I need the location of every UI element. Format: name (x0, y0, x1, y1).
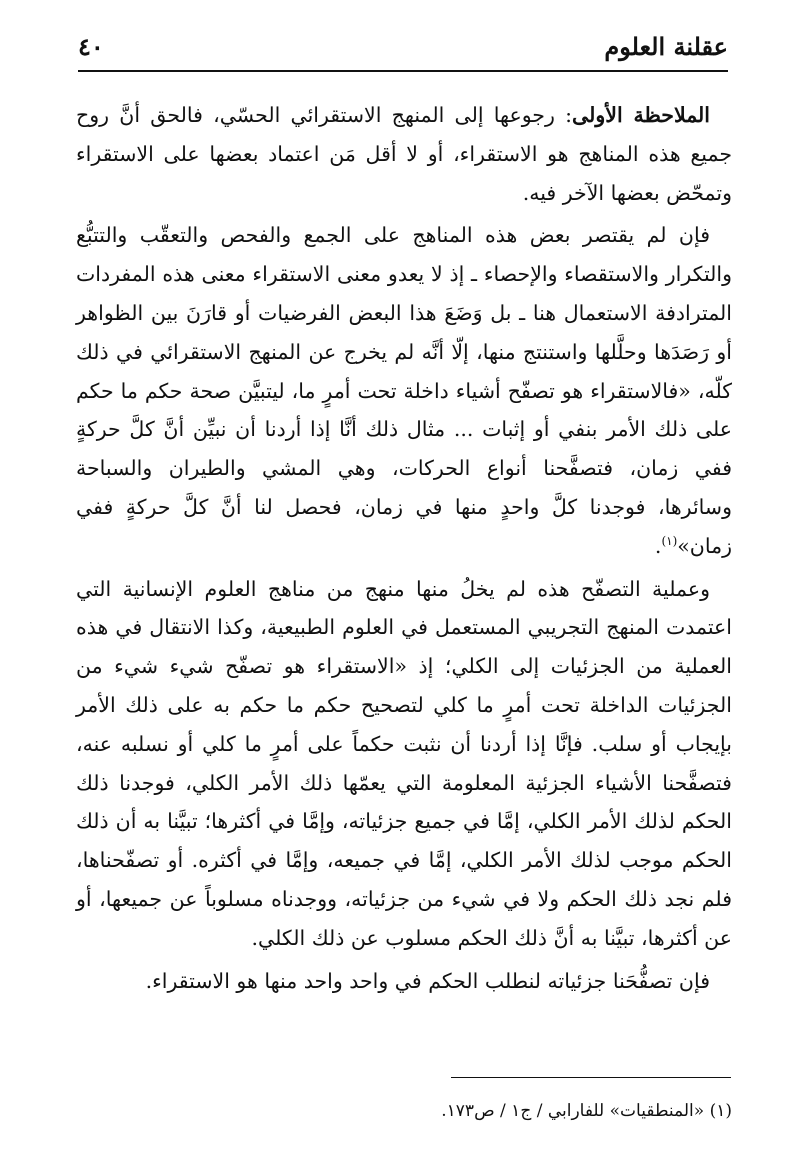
header-rule (78, 70, 728, 72)
footnote-reference[interactable]: (١) (661, 533, 678, 548)
footnote-mark: (١) (709, 1101, 732, 1121)
paragraph-examination-process (76, 570, 732, 958)
page-number: ٤٠ (78, 31, 104, 61)
paragraph-text: وعملية التصفّح هذه لم يخلُ منها منهج من مناهج العلوم الإنسانية التي اعتمدت المنهج التجريبي المستعمل في العلوم الطبيعية، وكذا الانتقال في هذه العملية من الجزئيات إلى الكلي؛ إذ «الاستقراء هو تصفّح شيء شيء من الجزئيات الداخلة تحت أمرٍ ما كلي لتصحيح حكم ما حكم به على ذلك الأمر بإيجاب أو سلب. فإنَّا إذا أردنا أن نثبت حكماً على أمرٍ ما كلي أو نسلبه عنه، فتصفَّحنا الأشياء الجزئية المعلومة التي يعمّها ذلك الأمر الكلي، فوجدنا ذلك الحكم لذلك الأمر الكلي، إمَّا في جميع جزئياته، وإمَّا في أكثرها؛ تبيَّنا به أن ذلك الحكم موجب لذلك الأمر الكلي، إمَّا في جميعه، وإمَّا في أكثره. أو تصفّحناها، فلم نجد ذلك الحكم ولا في شيء من جزئياته، ووجدناه مسلوباً عن جميعها، أو عن أكثرها، تبيَّنا به أنَّ ذلك الحكم مسلوب عن ذلك الكلي. (76, 576, 732, 950)
paragraph-text: فإن تصفُّحَنا جزئياته لنطلب الحكم في واحد واحد منها هو الاستقراء. (145, 968, 710, 993)
book-title: عقلنة العلوم (604, 31, 728, 61)
paragraph-conclusion (76, 962, 732, 1001)
remark-label: الملاحظة الأولى (572, 103, 710, 127)
paragraph-first-remark (76, 96, 732, 212)
paragraph-end-mark: . (654, 533, 662, 558)
main-text (76, 96, 732, 1004)
footnote (76, 1099, 732, 1123)
paragraph-text: فإن لم يقتصر بعض هذه المناهج على الجمع والفحص والتعقّب والتتبُّع والتكرار والاستقصاء والإحصاء ـ إذ لا يعدو معنى الاستقراء معنى هذه المفردات المترادفة الاستعمال هنا ـ بل وَضَعَ هذا البعض الفرضيات أو قارَنَ بين الظواهر أو رَصَدَها وحلَّلها واستنتج منها، إلّا أنَّه لم يخرج عن المنهج الاستقرائي في ذلك كلّه، «فالاستقراء هو تصفّح أشياء داخلة تحت أمرٍ ما، ليتبيَّن صحة حكم ما حكم على ذلك الأمر بنفي أو إثبات ... مثال ذلك أنَّا إذا أردنا أن نبيِّن أنَّ كلَّ حركةٍ ففي زمان، فتصفَّحنا أنواع الحركات، وهي المشي والطيران والسباحة وسائرها، فوجدنا كلَّ واحدٍ منها في زمان، فحصل لنا أنَّ كلَّ حركةٍ ففي زمان» (76, 223, 732, 558)
paragraph-quote-induction (76, 216, 732, 565)
running-header (78, 26, 728, 66)
footnote-rule (451, 1077, 731, 1078)
footnote-text: «المنطقيات» للفارابي / ج١ / ص١٧٣. (441, 1101, 705, 1121)
paragraph-text: : رجوعها إلى المنهج الاستقرائي الحسّي، فالحق أنَّ روح جميع هذه المناهج هو الاستقراء، أو لا أقل مَن اعتماد بعضها على الاستقراء وتمحّض بعضها الآخر فيه. (76, 103, 732, 205)
